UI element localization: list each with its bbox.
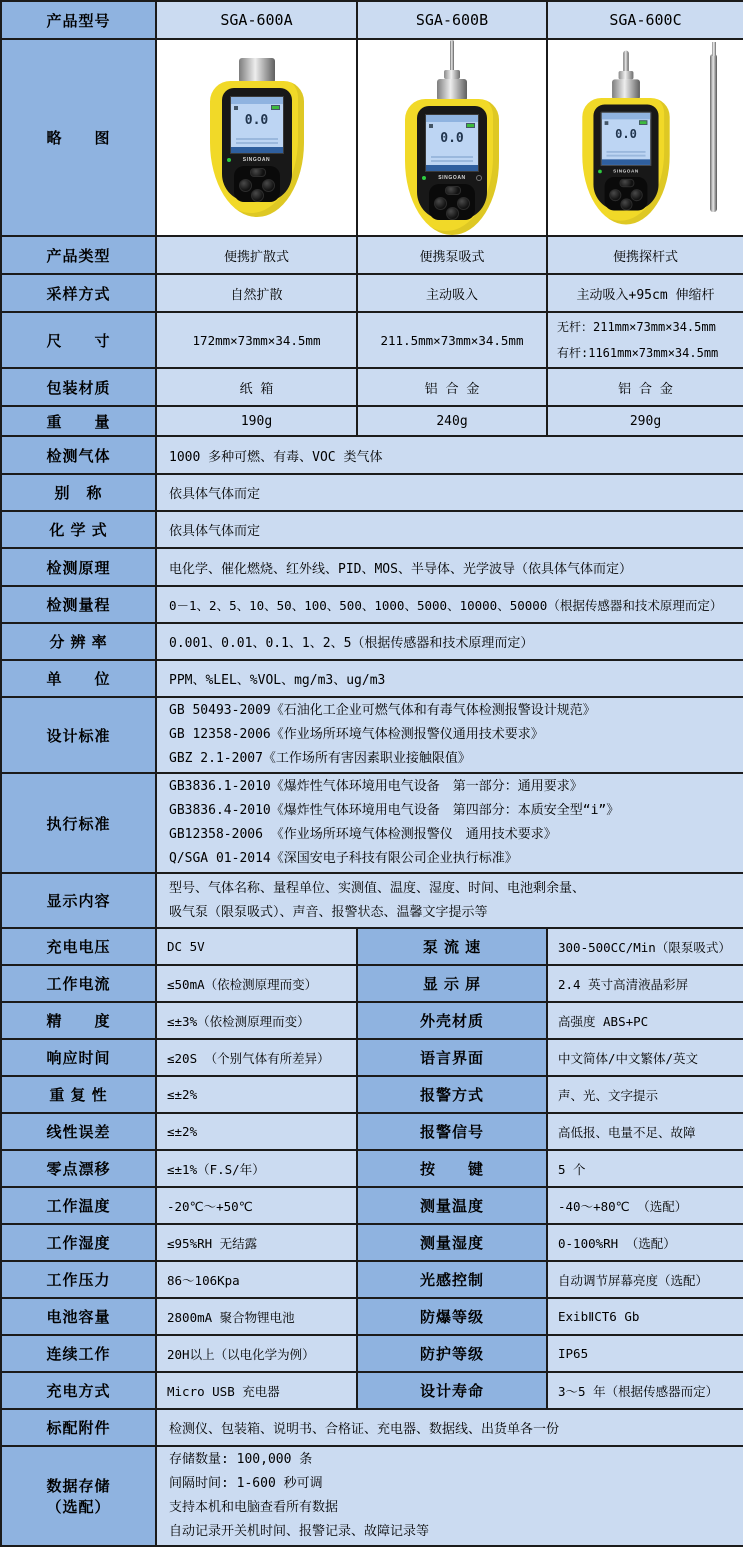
led-indicator-icon	[598, 169, 602, 173]
row-zero-drift-keys	[1, 1150, 743, 1187]
battery-icon	[271, 105, 280, 110]
model-name-a: SGA-600A	[156, 1, 357, 39]
pair-value-2: 300-500CC/Min（限泵吸式）	[547, 928, 743, 965]
standard-line: GB 12358-2006《作业场所环境气体检测报警仪通用技术要求》	[169, 727, 544, 742]
row-label: 采样方式	[1, 274, 156, 312]
screen-status-bar	[231, 104, 283, 111]
screen-title-bar	[231, 97, 283, 104]
row-resolution	[1, 623, 743, 660]
pair-value-2: 声、光、文字提示	[547, 1076, 743, 1113]
cell-c: 290g	[547, 406, 743, 436]
row-data-storage	[1, 1446, 743, 1546]
pair-value-2: 中文简体/中文繁体/英文	[547, 1039, 743, 1076]
row-continuous-work-protection	[1, 1335, 743, 1372]
pair-label-1: 充电方式	[1, 1372, 156, 1409]
left-button-icon	[239, 179, 252, 192]
pair-label-1: 零点漂移	[1, 1150, 156, 1187]
header-label: 产品型号	[1, 1, 156, 39]
pair-value-1: ≤±2%	[156, 1113, 357, 1150]
pair-value-1: 20H以上（以电化学为例）	[156, 1335, 357, 1372]
model-name-c: SGA-600C	[547, 1, 743, 39]
row-design-standards	[1, 697, 743, 773]
pair-value-1: 2800mA 聚合物锂电池	[156, 1298, 357, 1335]
pair-label-1: 连续工作	[1, 1335, 156, 1372]
pair-value-2: 5 个	[547, 1150, 743, 1187]
pair-label-1: 工作电流	[1, 965, 156, 1002]
cell-a: 自然扩散	[156, 274, 357, 312]
device-body	[582, 98, 669, 224]
row-label: 分 辨 率	[1, 623, 156, 660]
row-dimensions	[1, 312, 743, 368]
pair-value-1: ≤±2%	[156, 1076, 357, 1113]
keypad	[604, 177, 647, 211]
pair-value-1: 86～106Kpa	[156, 1261, 357, 1298]
pair-value-2: -40～+80℃ （选配）	[547, 1187, 743, 1224]
row-battery-explosion-proof	[1, 1298, 743, 1335]
sketch-label: 略 图	[1, 39, 156, 236]
screen-reading: 0.0	[244, 113, 269, 128]
probe-collar-icon	[444, 70, 460, 79]
row-working-current-display	[1, 965, 743, 1002]
row-value: 依具体气体而定	[156, 474, 743, 511]
row-charge-voltage-pump-flow	[1, 928, 743, 965]
row-accuracy-shell-material	[1, 1002, 743, 1039]
pair-value-1: -20℃～+50℃	[156, 1187, 357, 1224]
storage-label-line1: 数据存储	[46, 1478, 111, 1495]
cell-a: 172mm×73mm×34.5mm	[156, 312, 357, 368]
pair-label-2: 泵 流 速	[357, 928, 547, 965]
standard-line: GB3836.1-2010《爆炸性气体环境用电气设备 第一部分：通用要求》	[169, 779, 583, 794]
pair-value-1: Micro USB 充电器	[156, 1372, 357, 1409]
row-value: 0.001、0.01、0.1、1、2、5（根据传感器和技术原理而定）	[156, 623, 743, 660]
row-packing-material	[1, 368, 743, 406]
display-content-line: 型号、气体名称、量程单位、实测值、温度、湿度、时间、电池剩余量、	[169, 880, 586, 896]
display-content-line: 吸气泵（限泵吸式）、声音、报警状态、温馨文字提示等	[169, 904, 488, 920]
probe-collar-icon	[618, 71, 633, 79]
device-face	[222, 88, 292, 202]
pair-label-1: 工作压力	[1, 1261, 156, 1298]
standard-line: GB 50493-2009《石油化工企业可燃气体和有毒气体检测报警设计规范》	[169, 703, 596, 718]
pair-value-1: ≤20S （个别气体有所差异）	[156, 1039, 357, 1076]
pair-label-1: 工作温度	[1, 1187, 156, 1224]
storage-line: 存储数量: 100,000 条	[169, 1452, 313, 1467]
standard-line: GB3836.4-2010《爆炸性气体环境用电气设备 第四部分：本质安全型“i”》	[169, 803, 620, 818]
battery-icon	[639, 120, 647, 125]
storage-line: 间隔时间: 1-600 秒可调	[169, 1476, 323, 1491]
pair-label-2: 按 键	[357, 1150, 547, 1187]
led-indicator-icon	[422, 176, 426, 180]
dimension-no-rod: 无杆：211mm×73mm×34.5mm	[557, 320, 716, 334]
cell-a: 纸 箱	[156, 368, 357, 406]
row-charging-method-design-life	[1, 1372, 743, 1409]
telescopic-rod-icon	[710, 54, 717, 212]
row-label: 包装材质	[1, 368, 156, 406]
brand-label: SINGOAN	[438, 174, 466, 181]
row-label: 重 量	[1, 406, 156, 436]
device-face	[417, 106, 487, 220]
pair-value-1: ≤50mA（依检测原理而变）	[156, 965, 357, 1002]
led-indicator-icon	[227, 158, 231, 162]
pair-value-2: 0-100%RH （选配）	[547, 1224, 743, 1261]
row-executive-standards	[1, 773, 743, 873]
brand-label: SINGOAN	[242, 156, 271, 163]
cell-c: 便携探杆式	[547, 236, 743, 274]
cell-b: 便携泵吸式	[357, 236, 547, 274]
storage-line: 支持本机和电脑查看所有数据	[169, 1500, 339, 1515]
pair-label-2: 防爆等级	[357, 1298, 547, 1335]
pair-label-2: 测量温度	[357, 1187, 547, 1224]
sensor-cap-icon	[437, 79, 467, 101]
row-standard-accessories	[1, 1409, 743, 1446]
pair-value-2: ExibⅡCT6 Gb	[547, 1298, 743, 1335]
row-label	[1, 1446, 156, 1546]
pair-value-1: DC 5V	[156, 928, 357, 965]
device-body	[405, 99, 499, 235]
row-working-pressure-light-control	[1, 1261, 743, 1298]
battery-icon	[466, 123, 475, 128]
row-value: 依具体气体而定	[156, 511, 743, 548]
cell-b: 铝 合 金	[357, 368, 547, 406]
row-label: 尺 寸	[1, 312, 156, 368]
pair-value-1: ≤±3%（依检测原理而变）	[156, 1002, 357, 1039]
cell-b: 211.5mm×73mm×34.5mm	[357, 312, 547, 368]
product-image-a	[156, 39, 357, 236]
sketch-row	[1, 39, 743, 236]
cell-c: 铝 合 金	[547, 368, 743, 406]
row-label: 检测原理	[1, 548, 156, 586]
dimension-with-rod: 有杆:1161mm×73mm×34.5mm	[557, 346, 719, 360]
cell-a: 便携扩散式	[156, 236, 357, 274]
display-content-list	[156, 873, 743, 928]
executive-standards-list	[156, 773, 743, 873]
pair-value-1: ≤±1%（F.S/年）	[156, 1150, 357, 1187]
screen-bottom-bar	[231, 147, 283, 153]
pair-label-2: 语言界面	[357, 1039, 547, 1076]
row-label: 别 称	[1, 474, 156, 511]
lcd-screen	[600, 112, 650, 166]
row-label: 显示内容	[1, 873, 156, 928]
sensor-cap-icon	[612, 79, 640, 99]
row-value: PPM、%LEL、%VOL、mg/m3、ug/m3	[156, 660, 743, 697]
lcd-screen	[230, 96, 284, 154]
pair-label-1: 线性误差	[1, 1113, 156, 1150]
pair-label-1: 精 度	[1, 1002, 156, 1039]
row-working-temp-measure-temp	[1, 1187, 743, 1224]
standard-line: Q/SGA 01-2014《深国安电子科技有限公司企业执行标准》	[169, 851, 518, 866]
pair-label-1: 响应时间	[1, 1039, 156, 1076]
pair-label-1: 电池容量	[1, 1298, 156, 1335]
pump-probe-icon	[623, 51, 629, 71]
pair-label-1: 工作湿度	[1, 1224, 156, 1261]
cell-b: 240g	[357, 406, 547, 436]
device-b-illustration	[358, 40, 546, 235]
pair-label-1: 重 复 性	[1, 1076, 156, 1113]
pair-value-2: 自动调节屏幕亮度（选配）	[547, 1261, 743, 1298]
storage-detail-list	[156, 1446, 743, 1546]
row-linearity-alarm-signal	[1, 1113, 743, 1150]
row-product-type	[1, 236, 743, 274]
pair-label-2: 报警信号	[357, 1113, 547, 1150]
row-value: 电化学、催化燃烧、红外线、PID、MOS、半导体、光学波导（依具体气体而定）	[156, 548, 743, 586]
pair-label-2: 光感控制	[357, 1261, 547, 1298]
row-chemical-formula	[1, 511, 743, 548]
pair-value-2: 高低报、电量不足、故障	[547, 1113, 743, 1150]
power-button-icon	[476, 175, 482, 181]
product-image-b	[357, 39, 547, 236]
row-label: 检测气体	[1, 436, 156, 474]
row-label: 化 学 式	[1, 511, 156, 548]
cell-a: 190g	[156, 406, 357, 436]
pair-value-1: ≤95%RH 无结露	[156, 1224, 357, 1261]
design-standards-list	[156, 697, 743, 773]
pair-label-2: 防护等级	[357, 1335, 547, 1372]
pair-label-2: 显 示 屏	[357, 965, 547, 1002]
lcd-screen	[425, 114, 479, 172]
cell-b: 主动吸入	[357, 274, 547, 312]
row-working-humidity-measure-humidity	[1, 1224, 743, 1261]
row-repeatability-alarm-mode	[1, 1076, 743, 1113]
row-label: 产品类型	[1, 236, 156, 274]
standard-line: GBZ 2.1-2007《工作场所有害因素职业接触限值》	[169, 751, 471, 766]
row-label: 设计标准	[1, 697, 156, 773]
device-c-illustration	[548, 40, 743, 235]
device-body	[210, 81, 304, 217]
right-button-icon	[262, 179, 275, 192]
row-detection-range	[1, 586, 743, 623]
row-detected-gas	[1, 436, 743, 474]
row-sampling-method	[1, 274, 743, 312]
pair-value-2: 2.4 英寸高清液晶彩屏	[547, 965, 743, 1002]
row-label: 标配附件	[1, 1409, 156, 1446]
menu-button-icon	[250, 168, 266, 177]
row-value: 0－1、2、5、10、50、100、500、1000、5000、10000、50000（根据传感器和技术原理而定）	[156, 586, 743, 623]
screen-reading: 0.0	[614, 127, 637, 142]
row-detection-principle	[1, 548, 743, 586]
pair-label-2: 设计寿命	[357, 1372, 547, 1409]
row-label: 执行标准	[1, 773, 156, 873]
pair-label-1: 充电电压	[1, 928, 156, 965]
pair-label-2: 外壳材质	[357, 1002, 547, 1039]
down-button-icon	[251, 189, 264, 202]
cell-c: 主动吸入+95cm 伸缩杆	[547, 274, 743, 312]
device-a-illustration	[157, 40, 356, 235]
row-weight	[1, 406, 743, 436]
sensor-cap-icon	[239, 58, 275, 83]
row-value: 检测仪、包装箱、说明书、合格证、充电器、数据线、出货单各一份	[156, 1409, 743, 1446]
row-display-content	[1, 873, 743, 928]
keypad	[429, 184, 475, 220]
storage-label-line2: （选配）	[46, 1499, 111, 1516]
pair-value-2: 高强度 ABS+PC	[547, 1002, 743, 1039]
pair-value-2: IP65	[547, 1335, 743, 1372]
cell-c	[547, 312, 743, 368]
standard-line: GB12358-2006 《作业场所环境气体检测报警仪 通用技术要求》	[169, 827, 557, 842]
device-face	[593, 104, 658, 210]
storage-line: 自动记录开关机时间、报警记录、故障记录等	[169, 1524, 430, 1539]
screen-reading: 0.0	[440, 131, 464, 146]
row-unit	[1, 660, 743, 697]
header-row	[1, 1, 743, 39]
pair-label-2: 报警方式	[357, 1076, 547, 1113]
product-image-c	[547, 39, 743, 236]
model-name-b: SGA-600B	[357, 1, 547, 39]
pump-probe-icon	[450, 40, 454, 70]
row-response-time-language	[1, 1039, 743, 1076]
row-label: 单 位	[1, 660, 156, 697]
pair-label-2: 测量湿度	[357, 1224, 547, 1261]
telescopic-rod-tip-icon	[712, 42, 716, 56]
row-value: 1000 多种可燃、有毒、VOC 类气体	[156, 436, 743, 474]
keypad	[234, 166, 280, 202]
pair-value-2: 3～5 年（根据传感器而定）	[547, 1372, 743, 1409]
brand-label: SINGOAN	[612, 168, 639, 174]
row-alias	[1, 474, 743, 511]
row-label: 检测量程	[1, 586, 156, 623]
